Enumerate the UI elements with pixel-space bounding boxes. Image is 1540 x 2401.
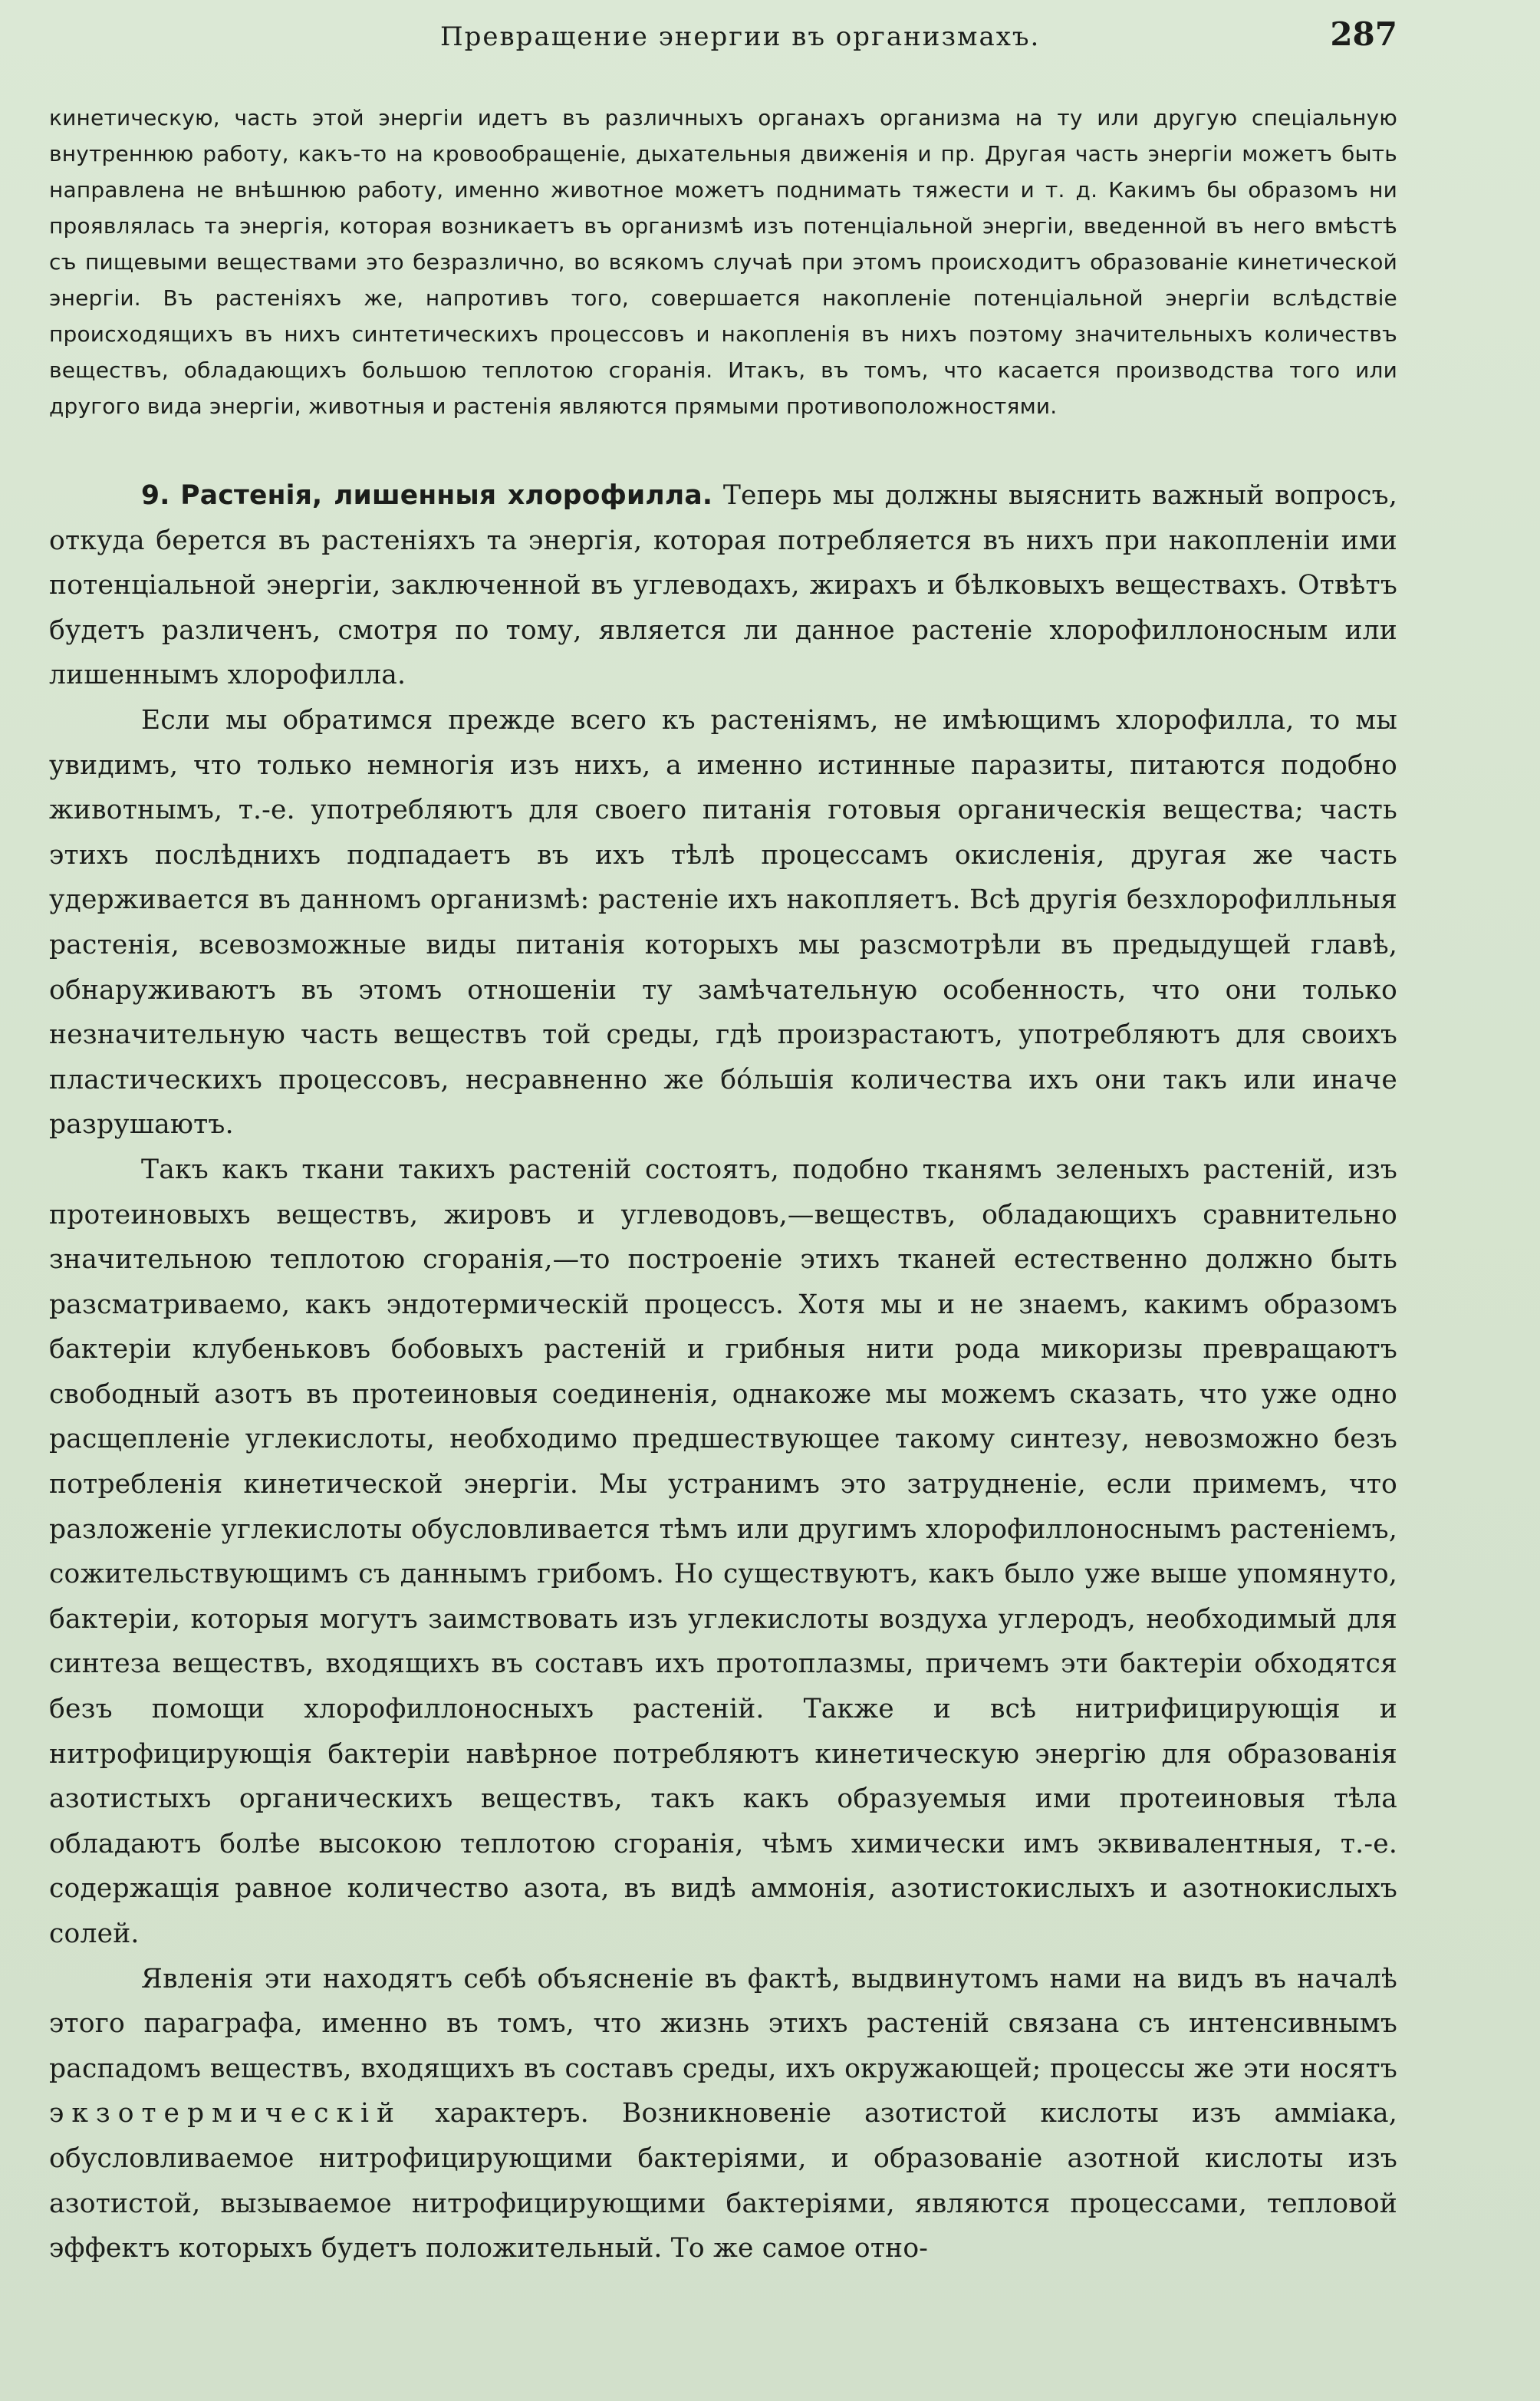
intro-paragraph: кинетическую, часть этой энергіи идетъ въ различныхъ органахъ организма на ту или другую спеціальную внутреннюю работу, какъ-то на кровообращеніе, дыхательныя движенія и пр. Другая часть энергіи можетъ быть направлена не внѣшнюю работу, именно животное можетъ поднимать тяжести и т. д. Какимъ бы образомъ ни проявлялась та энергія, которая возникаетъ въ организмѣ изъ потенціальной энергіи, введенной въ него вмѣстѣ съ пищевыми веществами это безразлично, во всякомъ случаѣ при этомъ происходитъ образованіе кинетической энергіи. Въ растеніяхъ же, напротивъ того, совершается накопленіе потенціальной энергіи вслѣдствіе происходящихъ въ нихъ синтетическихъ процессовъ и накопленія въ нихъ поэтому значительныхъ количествъ веществъ, обладающихъ большою теплотою сгоранія. Итакъ, въ томъ, что касается производства того или другого вида энергіи, животныя и растенія являются прямыми противоположностями.	[49, 105, 1397, 419]
paragraph-3-part-2: характеръ. Возникновеніе азотистой кислоты изъ амміака, обусловливаемое нитрофицирующими бактеріями, и образованіе азотной кислоты изъ азотистой, вызываемое нитрофицирующими бактеріями, являются процессами, тепловой эффектъ которыхъ будетъ положительный. То же самое отно-	[49, 2098, 1397, 2264]
page-number: 287	[1330, 15, 1397, 53]
paragraph-2: Такъ какъ ткани такихъ растеній состоятъ, подобно тканямъ зеленыхъ растеній, изъ протеиновыхъ веществъ, жировъ и углеводовъ,—веществъ, обладающихъ сравнительно значительною теплотою сгоранія,—то построеніе этихъ тканей естественно должно быть разсматриваемо, какъ эндотермическій процессъ. Хотя мы и не знаемъ, какимъ образомъ бактеріи клубеньковъ бобовыхъ растеній и грибныя нити рода микоризы превращаютъ свободный азотъ въ протеиновыя соединенія, однакоже мы можемъ сказать, что уже одно расщепленіе углекислоты, необходимо предшествующее такому синтезу, невозможно безъ потребленія кинетической энергіи. Мы устранимъ это затрудненіе, если примемъ, что разложеніе углекислоты обусловливается тѣмъ или другимъ хлорофиллоноснымъ растеніемъ, сожительствующимъ съ даннымъ грибомъ. Но существуютъ, какъ было уже выше упомянуто, бактеріи, которыя могутъ заимствовать изъ углекислоты воздуха углеродъ, необходимый для синтеза веществъ, входящихъ въ составъ ихъ протоплазмы, причемъ эти бактеріи обходятся безъ помощи хлорофиллоносныхъ растеній. Также и всѣ нитрифицирующія и нитрофицирующія бактеріи навѣрное потребляютъ кинетическую энергію для образованія азотистыхъ органическихъ веществъ, такъ какъ образуемыя ими протеиновыя тѣла обладаютъ болѣе высокою теплотою сгоранія, чѣмъ химически имъ эквивалентныя, т.-е. содержащія равное количество азота, въ видѣ аммонія, азотистокислыхъ и азотнокислыхъ солей.	[49, 1154, 1397, 1949]
paragraph-3-spaced-word: экзотермическій	[49, 2098, 403, 2129]
section-title: Растенія, лишенныя хлорофилла.	[180, 480, 713, 511]
paragraph-1: Если мы обратимся прежде всего къ растеніямъ, не имѣющимъ хлорофилла, то мы увидимъ, что только немногія изъ нихъ, а именно истинные паразиты, питаются подобно животнымъ, т.-е. употребляютъ для своего питанія готовыя органическія вещества; часть этихъ послѣднихъ подпадаетъ въ ихъ тѣлѣ процессамъ окисленія, другая же часть удерживается въ данномъ организмѣ: растеніе ихъ накопляетъ. Всѣ другія безхлорофилльныя растенія, всевозможные виды питанія которыхъ мы разсмотрѣли въ предыдущей главѣ, обнаруживаютъ въ этомъ отношеніи ту замѣчательную особенность, что они только незначительную часть веществъ той среды, гдѣ произрастаютъ, употребляютъ для своихъ пластическихъ процессовъ, несравненно же бóльшія количества ихъ они такъ или иначе разрушаютъ.	[49, 704, 1397, 1141]
running-title: Превращение энергии въ организмахъ.	[440, 21, 1041, 52]
section-lead-text: Теперь мы должны выяснить важный вопросъ, откуда берется въ растеніяхъ та энергія, которая потребляется въ нихъ при накопленіи ими потенціальной энергіи, заключенной въ углеводахъ, жирахъ и бѣлковыхъ веществахъ. Отвѣтъ будетъ различенъ, смотря по тому, является ли данное растеніе хлорофиллоносным или лишеннымъ хлорофилла.	[49, 480, 1397, 691]
running-head	[49, 14, 1397, 52]
section-number: 9.	[141, 480, 170, 511]
paragraph-3	[49, 1957, 1397, 2271]
paragraph-3-part-1: Явленія эти находятъ себѣ объясненіе въ фактѣ, выдвинутомъ нами на видъ въ началѣ этого параграфа, именно въ томъ, что жизнь этихъ растеній связана съ интенсивнымъ распадомъ веществъ, входящихъ въ составъ среды, ихъ окружающей; процессы же эти носятъ	[49, 1963, 1397, 2084]
section-heading-paragraph	[49, 473, 1397, 698]
